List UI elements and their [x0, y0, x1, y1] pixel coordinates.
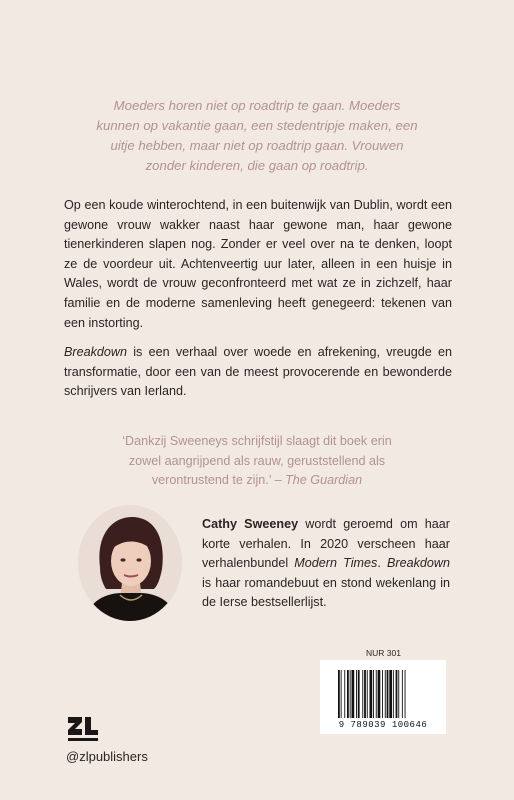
barcode-bar	[382, 670, 383, 718]
quote-source: The Guardian	[285, 473, 363, 488]
bio-text-1: wordt geroemd om haar korte verhalen. In 2020 verscheen haar verhalenbundel	[202, 517, 450, 571]
description-paragraph-1: Op een koude winterochtend, in een buitenwijk van Dublin, wordt een gewone vrouw wakker naast haar gewone man, haar gewone tienerkinderen slapen nog. Zonder er veel over na te denken, loopt ze de voordeur uit. Achtenveertig uur later, alleen in een huisje in Wales, wordt de vrouw geconfronteerd met wat ze in zichzelf, haar familie en de moderne samenleving heeft genegeerd: tekenen van een instorting.	[64, 198, 452, 330]
barcode-bar	[367, 670, 368, 718]
intro-blurb	[84, 96, 430, 176]
author-photo	[78, 505, 182, 621]
description-paragraph-2	[64, 343, 452, 402]
nur-code: NUR 301	[366, 648, 401, 658]
barcode-bar	[350, 670, 351, 718]
barcode-bar	[378, 670, 381, 718]
publisher-handle: @zlpublishers	[66, 749, 148, 764]
barcode-bar	[358, 670, 360, 718]
barcode-bar	[398, 670, 399, 718]
author-name: Cathy Sweeney	[202, 517, 299, 531]
zl-logo-icon	[66, 715, 100, 743]
intro-line-1: Moeders horen niet op roadtrip te gaan. Moeders	[113, 98, 401, 113]
barcode-bar	[338, 670, 340, 718]
author-bio-text	[202, 515, 450, 613]
barcode-bar	[389, 670, 392, 718]
description-paragraph-2-text: is een verhaal over woede en afrekening, vreugde en transformatie, door een van de meest provocerende en bewonderde schrijvers van Ierland.	[64, 345, 452, 399]
bio-text-3: is haar romandebuut en stond wekenlang in de Ierse bestsellerlijst.	[202, 575, 450, 610]
barcode-bar	[387, 670, 389, 718]
barcode-bars	[338, 670, 428, 718]
intro-line-3: uitje hebben, maar niet op roadtrip gaan. Vrouwen	[110, 138, 404, 153]
isbn-number: 9 789039 100646	[338, 720, 428, 730]
quote-line-3	[80, 471, 434, 491]
barcode-bar	[396, 670, 398, 718]
collection-title: Modern Times	[294, 556, 378, 571]
barcode-bar	[402, 670, 403, 718]
barcode-bar	[405, 670, 406, 718]
barcode-bar	[344, 670, 345, 718]
quote-line-2: zowel aangrijpend als rauw, geruststellend als	[128, 453, 386, 468]
barcode-bar	[341, 670, 342, 718]
barcode-bar	[352, 670, 355, 718]
barcode-bar	[376, 670, 377, 718]
book-title: Breakdown	[64, 345, 128, 360]
barcode-bar	[385, 670, 386, 718]
barcode-bar	[356, 670, 357, 718]
author-bio	[202, 515, 450, 613]
book-description	[64, 196, 452, 412]
quote-line-3-text: verontrustend te zijn.’ –	[151, 473, 286, 488]
review-quote	[80, 432, 434, 491]
barcode-bar	[373, 670, 374, 718]
author-portrait-image	[78, 505, 182, 621]
barcode-bar	[362, 670, 363, 718]
quote-line-1: ‘Dankzij Sweeneys schrijfstijl slaagt dit boek erin	[122, 434, 392, 448]
intro-line-2: kunnen op vakantie gaan, een stedentripje maken, een	[96, 118, 418, 133]
zl-logo	[66, 715, 100, 748]
intro-line-4: zonder kinderen, die gaan op roadtrip.	[145, 158, 369, 173]
barcode-bar	[370, 670, 373, 718]
barcode	[320, 660, 446, 734]
bio-text-2: .	[377, 556, 387, 571]
novel-title: Breakdown	[386, 556, 450, 571]
barcode-bar	[393, 670, 394, 718]
barcode-bar	[347, 670, 349, 718]
barcode-bar	[364, 670, 366, 718]
